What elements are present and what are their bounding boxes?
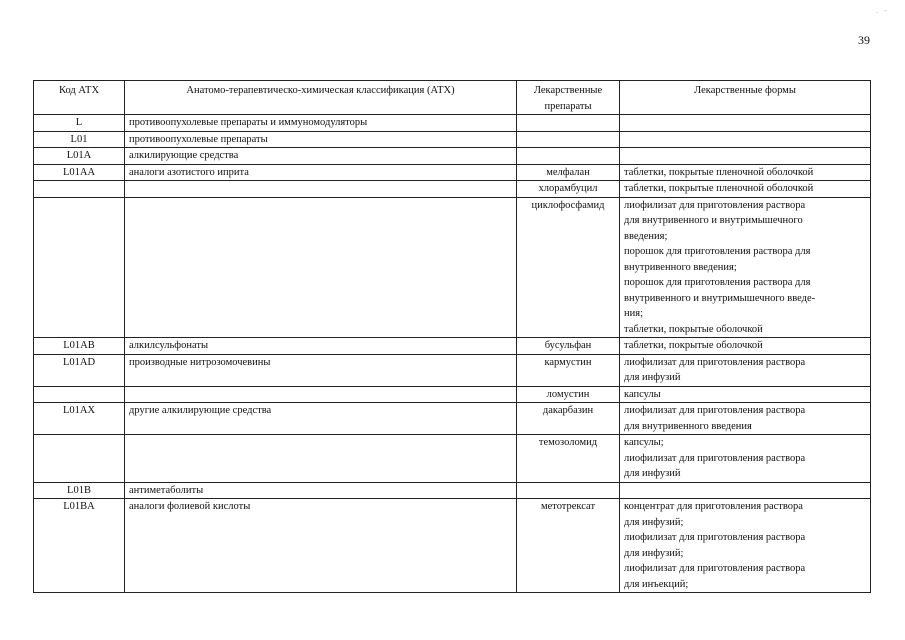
dosage-forms-cell <box>620 482 871 499</box>
drug-name-cell: циклофосфамид <box>517 197 620 338</box>
drug-name-cell: бусульфан <box>517 338 620 355</box>
drug-name-cell <box>517 115 620 132</box>
scan-corner-mark: . - <box>876 6 889 15</box>
atx-code-cell: L01AB <box>34 338 125 355</box>
dosage-form-line: порошок для приготовления раствора для <box>624 246 811 257</box>
dosage-form-line: введения; <box>624 230 668 242</box>
classification-cell: антиметаболиты <box>125 482 517 499</box>
table-row <box>34 403 871 435</box>
classification-cell <box>125 181 517 198</box>
atx-code-cell: L01BA <box>34 499 125 593</box>
table-row <box>34 499 871 593</box>
dosage-form-line: для внутривенного и внутримышечного <box>624 215 803 226</box>
atx-code-cell: L01AA <box>34 164 125 181</box>
atx-code-cell <box>34 181 125 198</box>
atx-code-cell <box>34 386 125 403</box>
header-atx-classification: Анатомо-терапевтическо-химическая классификация (АТХ) <box>125 81 517 115</box>
dosage-form-line: капсулы <box>624 388 661 400</box>
table-row <box>34 338 871 355</box>
atx-code-cell: L01B <box>34 482 125 499</box>
dosage-form-line: лиофилизат для приготовления раствора <box>624 452 806 464</box>
dosage-form-line: для внутривенного введения <box>624 420 752 432</box>
atx-classification-table <box>33 80 871 593</box>
atx-code-cell: L01 <box>34 131 125 148</box>
table-row <box>34 115 871 132</box>
header-drugs <box>517 81 620 115</box>
table-row <box>34 386 871 403</box>
classification-cell <box>125 197 517 338</box>
dosage-form-line: для инфузий <box>624 372 681 383</box>
classification-cell: производные нитрозомочевины <box>125 354 517 386</box>
dosage-form-line: для инфузий; <box>624 516 684 528</box>
dosage-forms-cell <box>620 354 871 386</box>
dosage-forms-cell <box>620 131 871 148</box>
header-atx-code: Код АТХ <box>34 81 125 115</box>
header-drugs-line-2: препараты <box>544 100 592 112</box>
drug-name-cell: темозоломид <box>517 435 620 483</box>
dosage-form-line: лиофилизат для приготовления раствора <box>624 405 806 416</box>
atx-code-cell <box>34 197 125 338</box>
table-header-row <box>34 81 871 115</box>
atx-code-cell: L01AX <box>34 403 125 435</box>
classification-cell: аналоги фолиевой кислоты <box>125 499 517 593</box>
header-dosage-forms: Лекарственные формы <box>620 81 871 115</box>
dosage-forms-cell <box>620 338 871 355</box>
drug-name-cell: мелфалан <box>517 164 620 181</box>
dosage-form-line: таблетки, покрытые оболочкой <box>624 323 763 335</box>
dosage-form-line: таблетки, покрытые пленочной оболочкой <box>624 183 814 194</box>
table-row <box>34 181 871 198</box>
dosage-forms-cell <box>620 164 871 181</box>
atx-code-cell <box>34 435 125 483</box>
table-body <box>34 115 871 593</box>
classification-cell: алкилирующие средства <box>125 148 517 165</box>
dosage-forms-cell <box>620 386 871 403</box>
dosage-form-line: капсулы; <box>624 437 664 448</box>
dosage-forms-cell <box>620 403 871 435</box>
dosage-form-line: лиофилизат для приготовления раствора <box>624 532 806 543</box>
classification-cell: другие алкилирующие средства <box>125 403 517 435</box>
drug-name-cell <box>517 131 620 148</box>
table-row <box>34 482 871 499</box>
dosage-form-line: ния; <box>624 308 643 319</box>
classification-cell: аналоги азотистого иприта <box>125 164 517 181</box>
classification-cell: противоопухолевые препараты и иммуномодуляторы <box>125 115 517 132</box>
drug-name-cell: метотрексат <box>517 499 620 593</box>
dosage-forms-cell <box>620 197 871 338</box>
table-row <box>34 164 871 181</box>
atx-code-cell: L <box>34 115 125 132</box>
header-drugs-line-1: Лекарственные <box>533 85 603 96</box>
dosage-form-line: таблетки, покрытые оболочкой <box>624 340 763 351</box>
dosage-form-line: таблетки, покрытые пленочной оболочкой <box>624 166 814 178</box>
dosage-form-line: лиофилизат для приготовления раствора <box>624 356 806 368</box>
classification-cell: противоопухолевые препараты <box>125 131 517 148</box>
dosage-form-line: лиофилизат для приготовления раствора <box>624 563 806 574</box>
drug-name-cell <box>517 148 620 165</box>
dosage-forms-cell <box>620 148 871 165</box>
dosage-form-line: внутривенного и внутримышечного введе- <box>624 292 816 304</box>
drug-name-cell: ломустин <box>517 386 620 403</box>
classification-cell: алкилсульфонаты <box>125 338 517 355</box>
classification-cell <box>125 435 517 483</box>
page-number: 39 <box>858 33 870 47</box>
table-row <box>34 131 871 148</box>
dosage-form-line: концентрат для приготовления раствора <box>624 501 803 512</box>
table-row <box>34 148 871 165</box>
dosage-form-line: для инфузий; <box>624 547 684 559</box>
dosage-form-line: порошок для приготовления раствора для <box>624 277 811 288</box>
dosage-form-line: для инфузий <box>624 468 681 479</box>
dosage-forms-cell <box>620 115 871 132</box>
drug-name-cell: кармустин <box>517 354 620 386</box>
drug-name-cell: дакарбазин <box>517 403 620 435</box>
dosage-forms-cell <box>620 181 871 198</box>
table-row <box>34 435 871 483</box>
dosage-form-line: внутривенного введения; <box>624 261 737 273</box>
drug-name-cell: хлорамбуцил <box>517 181 620 198</box>
atx-code-cell: L01AD <box>34 354 125 386</box>
drug-name-cell <box>517 482 620 499</box>
dosage-forms-cell <box>620 499 871 593</box>
table-row <box>34 354 871 386</box>
atx-code-cell: L01A <box>34 148 125 165</box>
dosage-forms-cell <box>620 435 871 483</box>
dosage-form-line: лиофилизат для приготовления раствора <box>624 199 806 211</box>
classification-cell <box>125 386 517 403</box>
table-row <box>34 197 871 338</box>
dosage-form-line: для инъекций; <box>624 578 689 590</box>
